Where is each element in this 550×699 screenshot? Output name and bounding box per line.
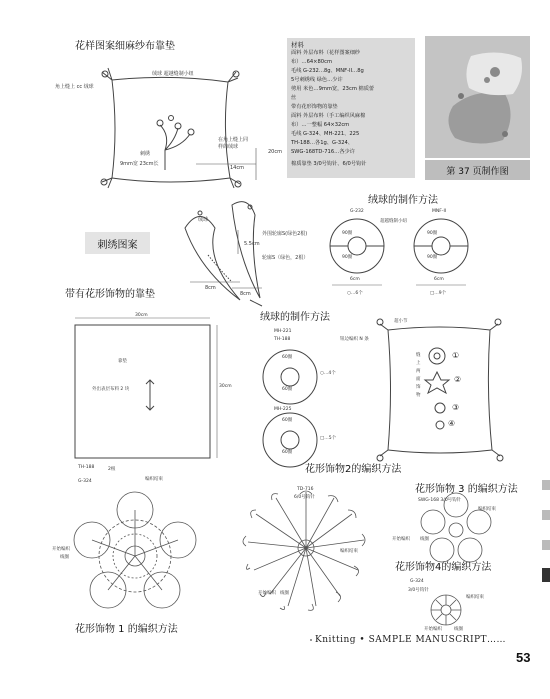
motif3-title: 花形饰物 3 的编织方法: [415, 484, 518, 495]
yarn-ball-yarn: G-232: [350, 209, 364, 214]
embroidery-text: 绒球: [198, 217, 209, 223]
cushion-label: 样的绒球: [218, 144, 239, 150]
materials-line: 毛线 G-324、MH-221、225: [291, 131, 360, 137]
motif1-chart: [74, 492, 196, 608]
embroidery-text: 8cm: [240, 291, 251, 297]
yarn-ball-label: 90圈: [342, 255, 353, 260]
motif2-title: 花形饰物2的编织方法: [305, 464, 402, 475]
motif3-label: 线圈: [420, 537, 429, 542]
cushion-label: 14cm: [230, 165, 244, 171]
yarn-ball-note: 超越缝制小纽: [380, 219, 407, 224]
edge-mark: [542, 568, 550, 582]
materials-box: [287, 38, 415, 178]
yarn-ball-label: 90圈: [427, 255, 438, 260]
motif3-label: 编织结束: [478, 507, 496, 512]
yarn-ball-label: 90圈: [427, 231, 438, 236]
embroidery-label: 刺绣图案: [85, 232, 150, 254]
embroidery-text: 外围轮廓S(绿色2根): [262, 231, 308, 237]
motif1-label: 线圈: [60, 555, 69, 560]
materials-line: 带有花形饰物的靠垫: [291, 104, 338, 110]
motif3-label: SWG-168 3/0号钩针: [418, 498, 462, 503]
motif2-label: 开始编织: [258, 591, 276, 596]
motif4-title: 花形饰物4的编织方法: [395, 562, 492, 573]
yarn-ball-yarn: TH-188: [274, 337, 291, 342]
yarn-ball-count: □…5个: [320, 436, 337, 441]
cushion-label: 20cm: [268, 149, 282, 155]
motif-cushion-label: 钮边编织 N 条: [340, 337, 369, 342]
materials-line: 面料 外层布料（花样图案细纱: [291, 50, 361, 56]
motif2-label: 6/0号钩针: [294, 495, 315, 500]
motif-cushion-label: 超小节: [394, 319, 408, 324]
yarn-ball-yarn: MH-225: [274, 407, 292, 412]
yarn-ball-count: □…9个: [430, 291, 447, 296]
motif2-label: TD-716: [297, 487, 314, 492]
square-dim-side: 30cm: [219, 384, 232, 389]
motif1-label: 开始编织: [52, 547, 70, 552]
embroidery-text: 8cm: [205, 285, 216, 291]
motif1-label: 编织结束: [145, 477, 163, 482]
yarn-ball-title: 绒球的制作方法: [368, 195, 438, 206]
yarn-ball-label: 60圈: [282, 418, 293, 423]
motif-number: ④: [448, 419, 456, 428]
photo-caption: 第 37 页制作图: [425, 160, 530, 180]
yarn-ball-dim: 6cm: [434, 277, 444, 282]
motif-cushion: [377, 319, 503, 461]
motif4-label: G-324: [410, 579, 424, 584]
materials-line: 棉质靠垫 3/0号钩针、6/0号钩针: [291, 161, 367, 167]
cushion-label: 刺绣: [140, 151, 151, 157]
materials-line: TH-188…各1g、G-324、: [291, 140, 353, 146]
flower-cushion-title: 带有花形饰物的靠垫: [65, 289, 155, 300]
yarn-ball-count: ○…6个: [347, 291, 363, 296]
motif4-label: 线圈: [454, 627, 463, 632]
cushion-photo-image: [425, 36, 530, 158]
motif-cushion-label: 缝上两面饰物: [416, 353, 421, 398]
yarn-ball-title-2: 绒球的制作方法: [260, 312, 330, 323]
yarn-ball-yarn: MNF-II: [432, 209, 447, 214]
cushion-title: 花样图案细麻纱布靠垫: [75, 41, 175, 52]
materials-line: 剪用 米色…9mm宽，23cm 棉质蕾: [291, 86, 375, 92]
yarn-ball-label: 60圈: [282, 450, 293, 455]
motif-number: ③: [452, 403, 460, 412]
embroidery-text: 5.5cm: [244, 241, 260, 247]
cushion-photo: [425, 36, 530, 158]
cushion-label: 角上缝上 cc 绒球: [55, 84, 94, 90]
yarn-ball-diagrams-top: [330, 219, 468, 273]
motif4-chart: [431, 595, 461, 625]
materials-line: 面料 外层布料（手工编织风麻棉: [291, 113, 366, 119]
motif3-label: 开始编织: [392, 537, 410, 542]
yarn-ball-count: ○…4个: [320, 371, 336, 376]
yarn-ball-dim: 6cm: [350, 277, 360, 282]
cushion-sketch: [101, 68, 241, 188]
page-number: 53: [516, 650, 531, 665]
footer-text: Knitting • SAMPLE MANUSCRIPT……: [315, 635, 507, 645]
edge-mark: [542, 510, 550, 520]
motif1-title: 花形饰物 1 的编织方法: [75, 624, 178, 635]
cushion-label: 绒球 超越缝制小纽: [152, 71, 194, 77]
yarn-ball-label: 60圈: [282, 387, 293, 392]
motif1-label: 2根: [108, 467, 116, 472]
square-dim-top: 30cm: [135, 313, 148, 318]
materials-line: 毛线 G-232…8g、MNF-II…8g: [291, 68, 364, 74]
materials-line: 布）…64×80cm: [291, 59, 333, 65]
motif4-label: 编织结束: [466, 595, 484, 600]
yarn-ball-label: 60圈: [282, 355, 293, 360]
motif1-label: G-324: [78, 479, 92, 484]
yarn-ball-label: 90圈: [342, 231, 353, 236]
materials-line: SWG-168TD-716…各少许: [291, 149, 355, 155]
motif1-label: TH-188: [78, 465, 95, 470]
materials-line: 5号刺绣线 绿色…少许: [291, 77, 343, 83]
cushion-label: 在角上缝上同: [218, 137, 249, 143]
motif2-label: 编织结束: [340, 549, 358, 554]
motif-number: ②: [454, 375, 462, 384]
square-inner-label: 外出表层布料 2 块: [92, 387, 130, 392]
motif2-label: 线圈: [280, 591, 289, 596]
materials-line: 材料: [291, 41, 304, 49]
motif4-label: 3/0号钩针: [408, 588, 429, 593]
materials-line: 丝: [291, 95, 297, 101]
square-center-label: 靠垫: [118, 359, 127, 364]
cushion-label: 9mm宽 23cm长: [120, 161, 159, 167]
motif4-label: 开始编织: [424, 627, 442, 632]
motif-number: ①: [452, 351, 460, 360]
materials-line: 布）…一整幅 64×32cm: [291, 122, 350, 128]
edge-mark: [542, 480, 550, 490]
yarn-ball-yarn: MH-221: [274, 329, 292, 334]
edge-mark: [542, 540, 550, 550]
embroidery-text: 轮廓S（绿色，2根）: [262, 255, 309, 261]
